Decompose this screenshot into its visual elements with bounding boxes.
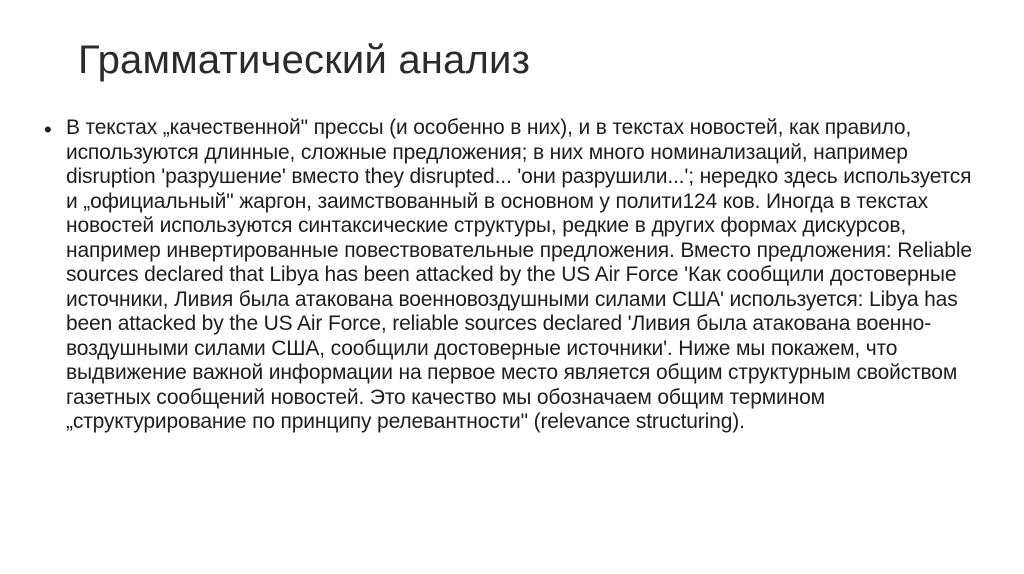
slide-title: Грамматический анализ: [78, 38, 531, 82]
bullet-list: [44, 116, 988, 435]
bullet-dot-icon: •: [44, 117, 52, 142]
bullet-item: [44, 116, 988, 435]
bullet-text: В текстах „качественной" прессы (и особенно в них), и в текстах новостей, как правило, используются длинные, сложные предложения; в них много номинализаций, например disruption 'разрушение' вместо they disrupted... 'они разрушили...'; нередко здесь используется и „официальный" жаргон, заимствованный в основном у полити124 ков. Иногда в текстах новостей используются синтаксические структуры, редкие в других формах дискурсов, например инвертированные повествовательные предложения. Вместо предложения: Reliable sources declared that Libya has been attacked by the US Air Force 'Как сообщили достоверные источники, Ливия была атакована военновоздушными силами США' используется: Libya has been attacked by the US Air Force, reliable sources declared 'Ливия была атакована военно-воздушными силами США, сообщили достоверные источники'. Ниже мы покажем, что выдвижение важной информации на первое место является общим структурным свойством газетных сообщений новостей. Это качество мы обозначаем общим термином „структурирование по принципу релевантности" (relevance structuring).: [66, 116, 972, 433]
